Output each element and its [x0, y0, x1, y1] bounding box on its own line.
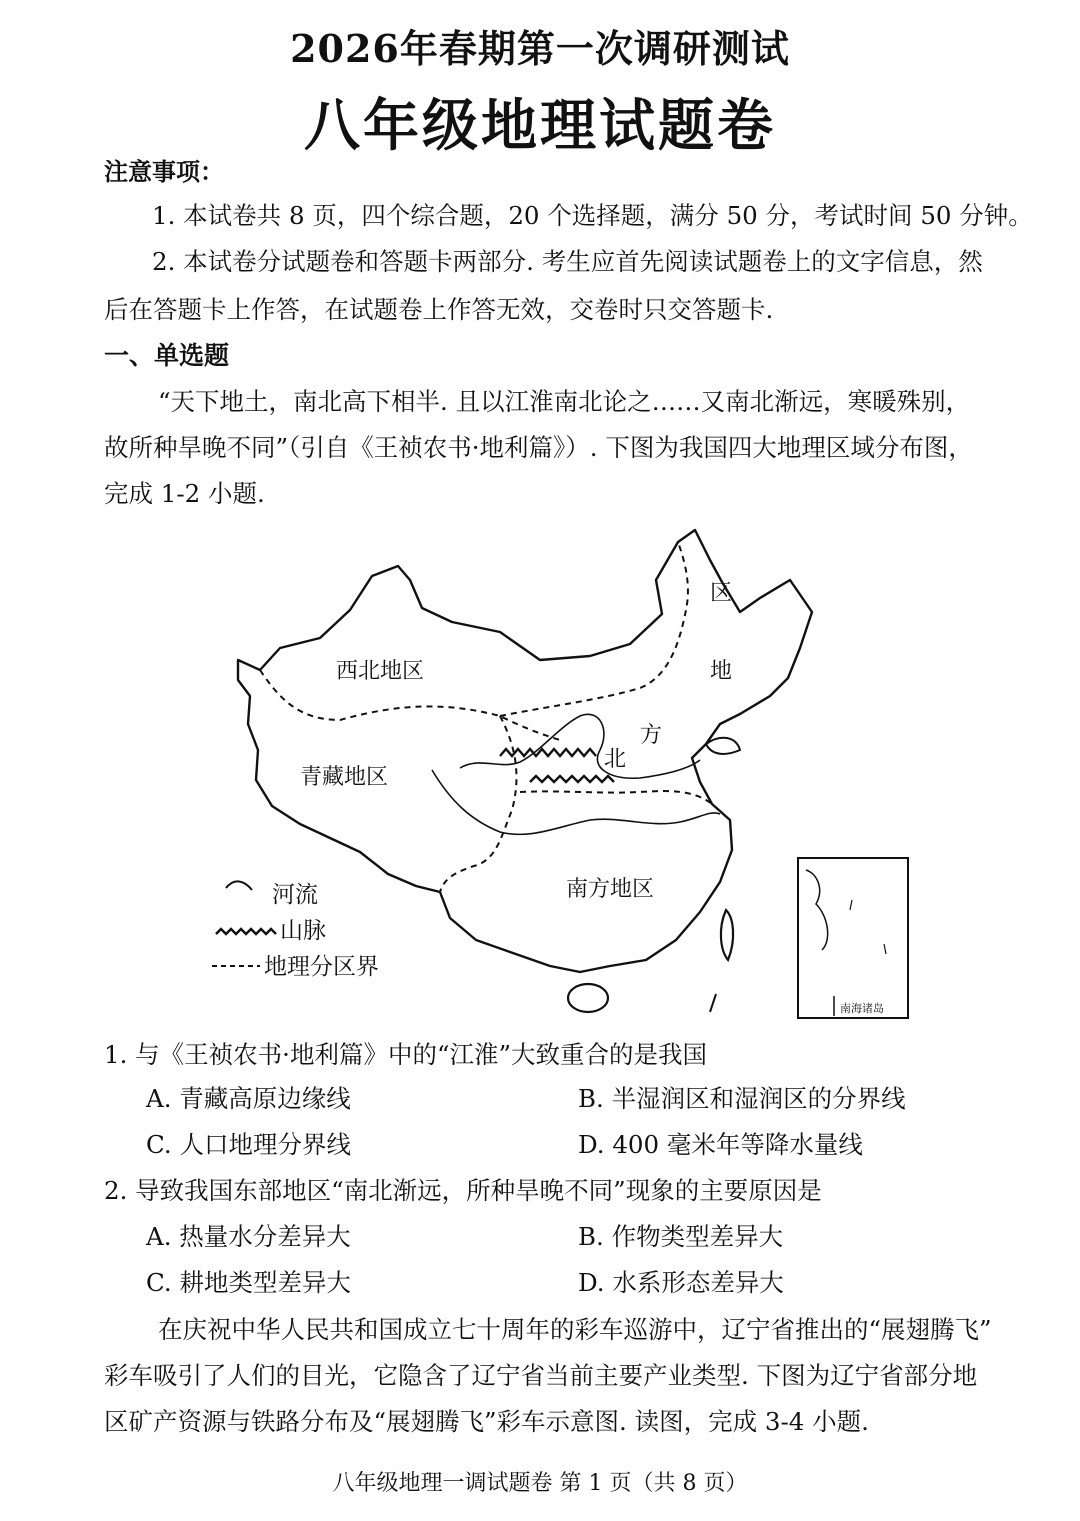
- question-1-stem: 1. 与《王祯农书·地利篇》中的“江淮”大致重合的是我国: [104, 1040, 707, 1069]
- taiwan-island: [721, 910, 733, 960]
- south-china-sea-inset: [798, 858, 908, 1018]
- region-label-north-char-4: 区: [710, 581, 733, 606]
- boundary-qingzang-south: [440, 716, 516, 892]
- mountain-huaiyang: [530, 776, 614, 782]
- exam-name: 2026年春期第一次调研测试: [290, 26, 790, 71]
- china-regions-map: [200, 520, 920, 1030]
- mountain-qinling: [500, 749, 596, 756]
- legend-river-label: 河流: [272, 882, 318, 908]
- intro-line-3: 完成 1-2 小题.: [104, 479, 265, 508]
- question-1-option-b: B. 半湿润区和湿润区的分界线: [578, 1084, 906, 1113]
- page-footer: 八年级地理一调试题卷 第 1 页（共 8 页）: [332, 1471, 748, 1496]
- question-2-option-a: A. 热量水分差异大: [146, 1222, 351, 1251]
- passage-2-line-2: 彩车吸引了人们的目光，它隐含了辽宁省当前主要产业类型. 下图为辽宁省部分地: [104, 1361, 978, 1390]
- intro-line-2: 故所种旱晚不同”（引自《王祯农书·地利篇》）. 下图为我国四大地理区域分布图，: [104, 433, 973, 462]
- inset-label: 南海诸岛: [840, 1002, 884, 1015]
- river-yellow: [460, 714, 700, 778]
- region-label-north-char-2: 方: [640, 723, 663, 748]
- shandong-coast: [706, 738, 740, 754]
- region-label-northwest: 西北地区: [336, 659, 425, 684]
- question-2-option-b: B. 作物类型差异大: [578, 1222, 784, 1251]
- notes-item-2-line-2: 后在答题卡上作答，在试题卷上作答无效，交卷时只交答题卡.: [104, 295, 774, 324]
- question-1-option-d: D. 400 毫米年等降水量线: [578, 1130, 863, 1159]
- notes-item-1: 1. 本试卷共 8 页，四个综合题，20 个选择题，满分 50 分，考试时间 50 分钟。: [152, 201, 1033, 230]
- region-label-qingzang: 青藏地区: [300, 765, 389, 790]
- hainan-island: [568, 984, 608, 1012]
- legend-mountain-icon: [216, 929, 276, 934]
- passage-2-line-3: 区矿产资源与铁路分布及“展翅腾飞”彩车示意图. 读图，完成 3-4 小题.: [104, 1407, 869, 1436]
- question-2-stem: 2. 导致我国东部地区“南北渐远，所种旱晚不同”现象的主要原因是: [104, 1176, 822, 1205]
- region-label-south: 南方地区: [566, 877, 655, 902]
- question-2-option-d: D. 水系形态差异大: [578, 1268, 784, 1297]
- section-heading: 一、单选题: [104, 341, 230, 370]
- notes-item-2-line-1: 2. 本试卷分试题卷和答题卡两部分. 考生应首先阅读试题卷上的文字信息，然: [152, 247, 983, 276]
- region-label-north-char-1: 北: [604, 747, 627, 772]
- question-1-option-a: A. 青藏高原边缘线: [146, 1084, 351, 1113]
- boundary-northwest-north: [500, 542, 688, 716]
- paper-title: 八年级地理试题卷: [304, 93, 776, 159]
- region-label-north-char-3: 地: [710, 659, 733, 684]
- passage-2-line-1: 在庆祝中华人民共和国成立七十周年的彩车巡游中，辽宁省推出的“展翅腾飞”: [158, 1315, 992, 1344]
- legend-mountain-label: 山脉: [280, 918, 326, 944]
- dash-line-1: [710, 994, 716, 1012]
- boundary-north-south: [520, 791, 712, 804]
- legend-river-icon: [226, 881, 252, 890]
- question-1-option-c: C. 人口地理分界线: [146, 1130, 351, 1159]
- legend-boundary-label: 地理分区界: [264, 954, 379, 980]
- intro-line-1: “天下地土，南北高下相半. 且以江淮南北论之……又南北渐远，寒暖殊别，: [158, 387, 971, 416]
- notes-heading: 注意事项：: [104, 157, 224, 186]
- question-2-option-c: C. 耕地类型差异大: [146, 1268, 351, 1297]
